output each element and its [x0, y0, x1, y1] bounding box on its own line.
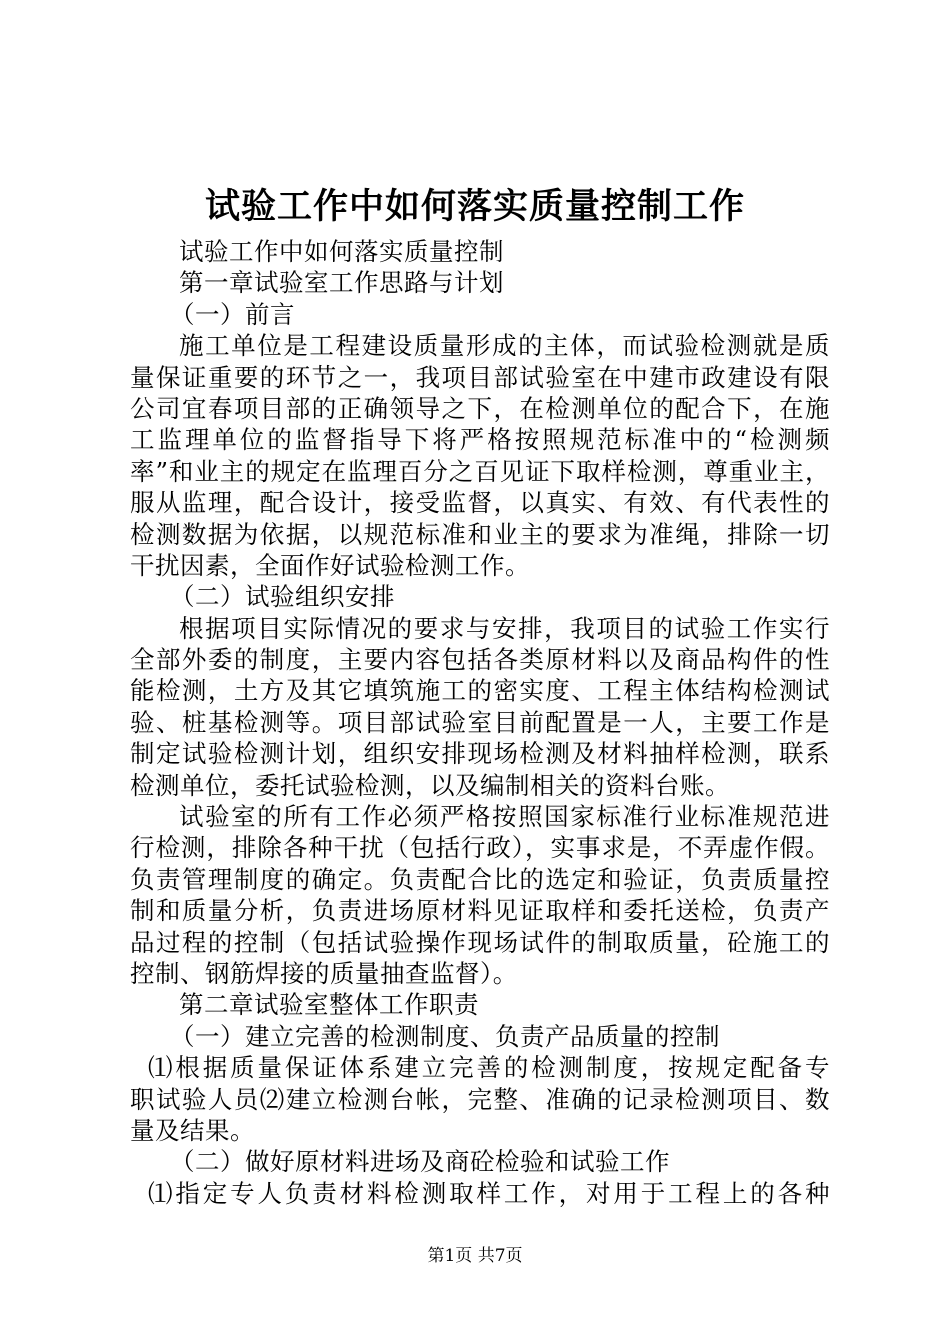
paragraph-line: 量保证重要的环节之一，我项目部试验室在中建市政建设有限: [130, 362, 830, 392]
page-footer: 第1页 共7页: [427, 1246, 523, 1266]
document-title: 试验工作中如何落实质量控制工作: [204, 186, 745, 227]
subtitle-line: 试验工作中如何落实质量控制: [179, 237, 504, 266]
paragraph-line: 验、桩基检测等。项目部试验室目前配置是一人，主要工作是: [130, 707, 830, 737]
document-body: [130, 236, 830, 1209]
paragraph-line: 能检测，土方及其它填筑施工的密实度、工程主体结构检测试: [130, 676, 830, 706]
paragraph-line: 行检测，排除各种干扰（包括行政），实事求是，不弄虚作假。: [130, 833, 830, 863]
paragraph-line: 服从监理，配合设计，接受监督，以真实、有效、有代表性的: [130, 488, 830, 518]
section-heading: （一）建立完善的检测制度、负责产品质量的控制: [170, 1021, 720, 1051]
paragraph-line: 品过程的控制（包括试验操作现场试件的制取质量，砼施工的: [130, 927, 830, 957]
section-heading: （一）前言: [170, 299, 295, 329]
paragraph-line: ⑴指定专人负责材料检测取样工作，对用于工程上的各种: [148, 1178, 830, 1208]
paragraph-line: 公司宜春项目部的正确领导之下，在检测单位的配合下，在施: [130, 393, 830, 423]
paragraph-line: 控制、钢筋焊接的质量抽查监督）。: [130, 958, 518, 988]
section-heading: （二）试验组织安排: [170, 582, 395, 612]
paragraph-line: 率”和业主的规定在监理百分之百见证下取样检测，尊重业主，: [130, 456, 830, 486]
paragraph-line: 全部外委的制度，主要内容包括各类原材料以及商品构件的性: [130, 645, 830, 675]
chapter-heading: 第一章试验室工作思路与计划: [179, 268, 504, 298]
paragraph-line: 制和质量分析，负责进场原材料见证取样和委托送检，负责产: [130, 896, 830, 926]
paragraph-line: 根据项目实际情况的要求与安排，我项目的试验工作实行: [179, 613, 830, 643]
paragraph-line: 检测单位，委托试验检测，以及编制相关的资料台账。: [130, 770, 730, 800]
paragraph-line: 制定试验检测计划，组织安排现场检测及材料抽样检测，联系: [130, 739, 830, 769]
paragraph-line: 施工单位是工程建设质量形成的主体，而试验检测就是质: [179, 331, 830, 361]
paragraph-line: 职试验人员⑵建立检测台帐，完整、准确的记录检测项目、数: [130, 1084, 830, 1114]
paragraph-line: 工监理单位的监督指导下将严格按照规范标准中的“检测频: [130, 425, 830, 455]
chapter-heading: 第二章试验室整体工作职责: [179, 990, 479, 1020]
section-heading: （二）做好原材料进场及商砼检验和试验工作: [170, 1147, 670, 1177]
paragraph-line: 量及结果。: [130, 1115, 255, 1145]
paragraph-line: 试验室的所有工作必须严格按照国家标准行业标准规范进: [179, 802, 830, 832]
paragraph-line: 干扰因素，全面作好试验检测工作。: [130, 550, 530, 580]
paragraph-line: 负责管理制度的确定。负责配合比的选定和验证，负责质量控: [130, 864, 830, 894]
paragraph-line: ⑴根据质量保证体系建立完善的检测制度，按规定配备专: [148, 1053, 830, 1083]
paragraph-line: 检测数据为依据，以规范标准和业主的要求为准绳，排除一切: [130, 519, 830, 549]
